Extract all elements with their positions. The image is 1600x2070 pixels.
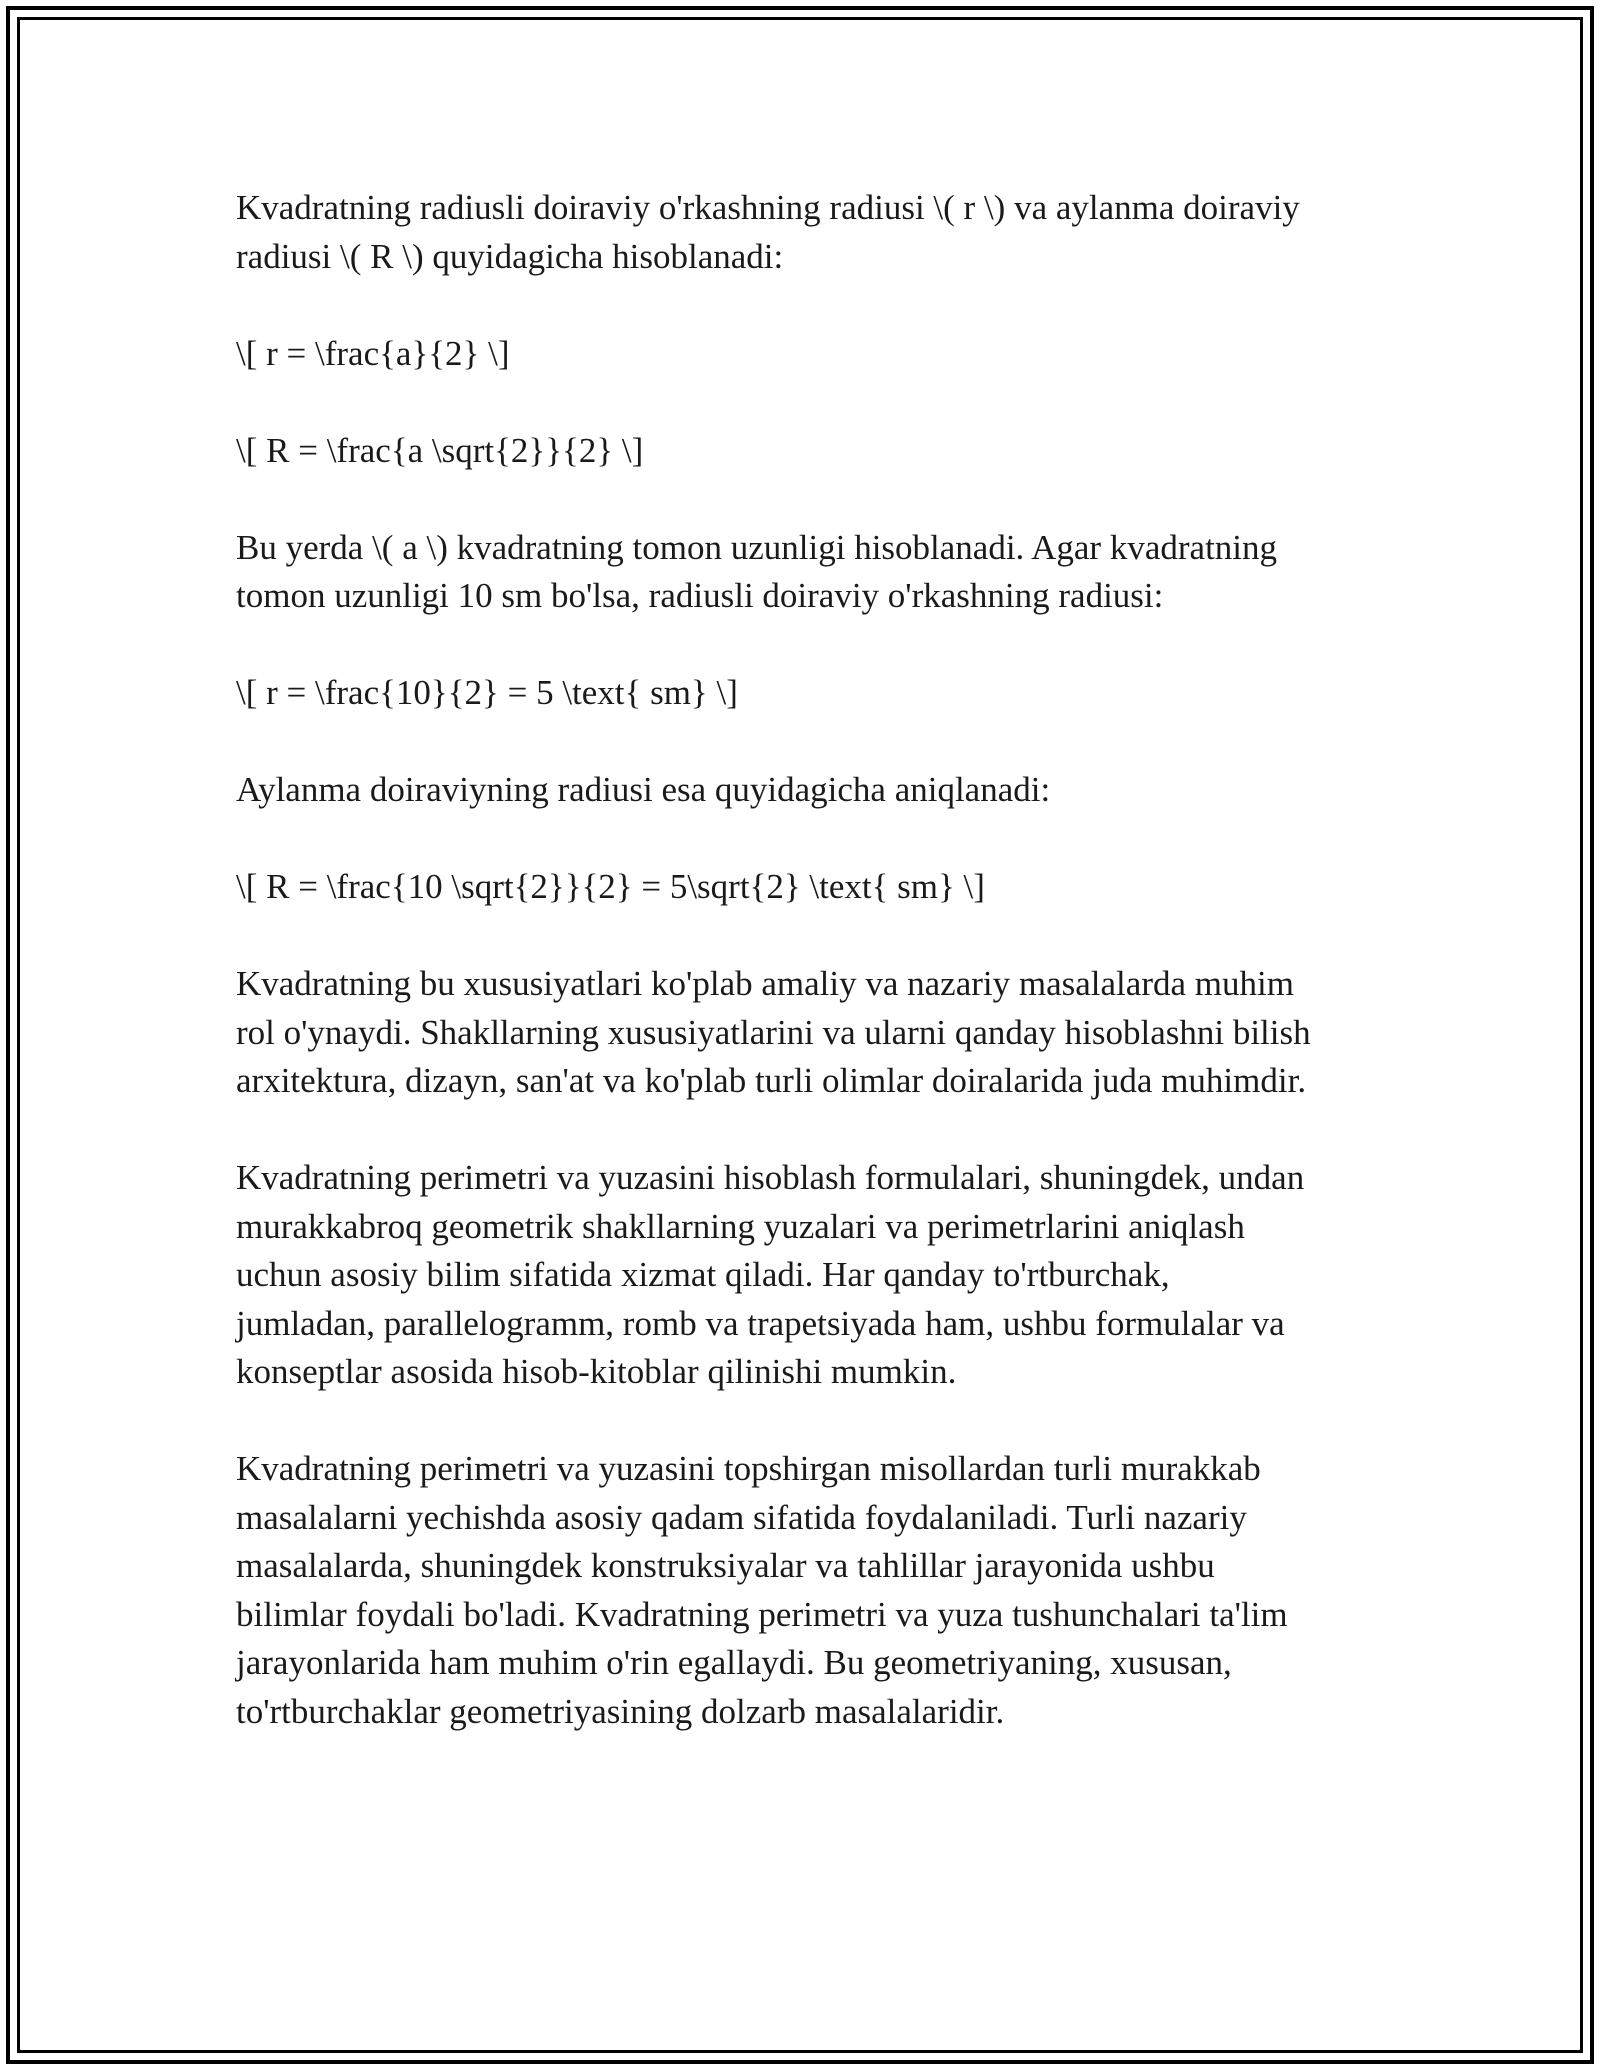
document-body [236,184,1366,1785]
paragraph-outer-radius-intro: Aylanma doiraviyning radiusi esa quyidagicha aniqlanadi: [236,770,1051,809]
paragraph-side-length: Bu yerda \( a \) kvadratning tomon uzunligi hisoblanadi. Agar kvadratning tomon uzunligi 10 sm bo'lsa, radiusli doiraviy o'rkashning radiusi: [236,527,1278,615]
paragraph-formulas-usage: Kvadratning perimetri va yuzasini hisoblash formulalari, shuningdek, undan murakkabroq geometrik shakllarning yuzalari va perimetrlarini aniqlash uchun asosiy bilim sifatida xizmat qiladi. Har qanday to'rtburchak, jumladan, parallelogramm, romb va trapetsiyada ham, ushbu formulalar va konseptlar asosida hisob-kitoblar qilinishi mumkin. [236,1158,1305,1391]
paragraph-radius-intro: Kvadratning radiusli doiraviy o'rkashning radiusi \( r \) va aylanma doiraviy radiusi \( R \) quyidagicha hisoblanadi: [236,188,1300,276]
formula-inner-radius: \[ r = \frac{a}{2} \] [236,333,510,373]
paragraph-properties: Kvadratning bu xususiyatlari ko'plab amaliy va nazariy masalalarda muhim rol o'ynaydi. Shakllarning xususiyatlarini va ularni qanday hisoblashni bilish arxitektura, dizayn, san'at va ko'plab turli olimlar doiralarida juda muhimdir. [236,964,1311,1100]
formula-outer-radius-example: \[ R = \frac{10 \sqrt{2}}{2} = 5\sqrt{2} \text{ sm} \] [236,867,985,906]
paragraph-conclusion: Kvadratning perimetri va yuzasini topshirgan misollardan turli murakkab masalalarni yechishda asosiy qadam sifatida foydalaniladi. Turli nazariy masalalarda, shuningdek konstruksiyalar va tahlillar jarayonida ushbu bilimlar foydali bo'ladi. Kvadratning perimetri va yuza tushunchalari ta'lim jarayonlarida ham muhim o'rin egallaydi. Bu geometriyaning, xususan, to'rtburchaklar geometriyasining dolzarb masalalaridir. [236,1449,1288,1731]
formula-inner-radius-example: \[ r = \frac{10}{2} = 5 \text{ sm} \] [236,673,738,712]
formula-outer-radius: \[ R = \frac{a \sqrt{2}}{2} \] [236,430,644,470]
